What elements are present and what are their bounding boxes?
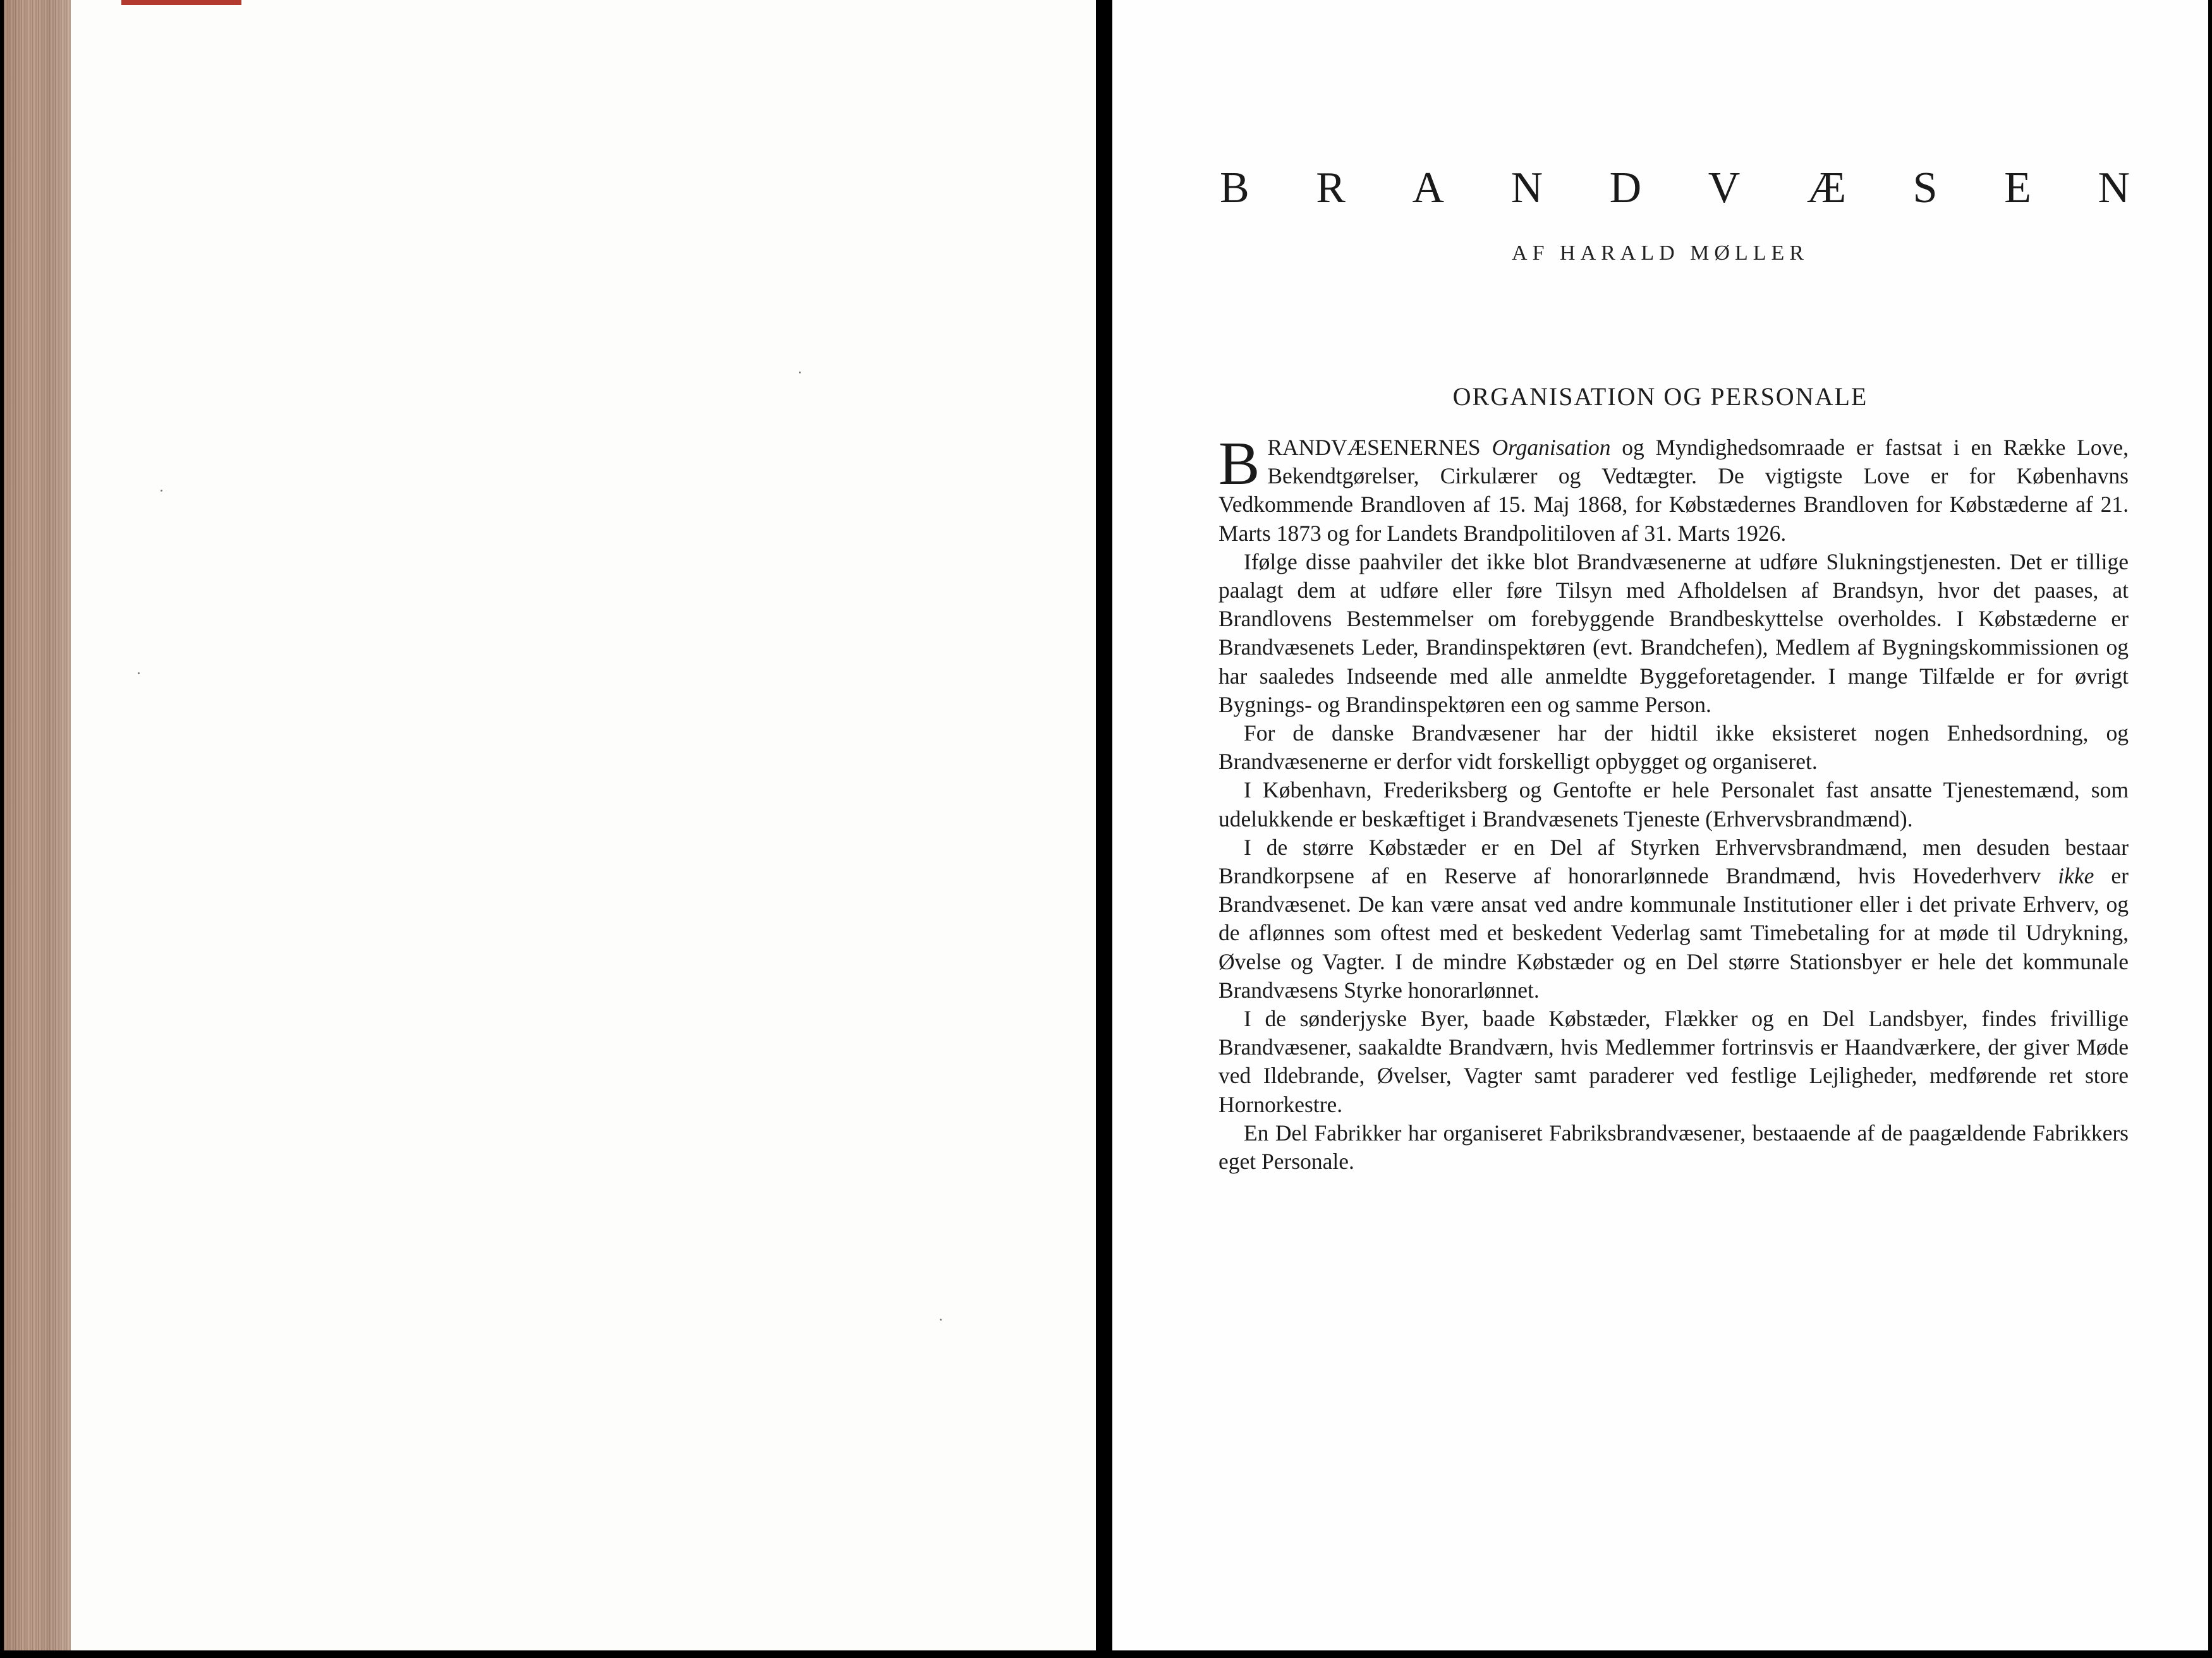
title-letter: D (1609, 164, 1642, 212)
italic-term: ikke (2058, 863, 2094, 889)
speck (161, 490, 162, 492)
body-text (1218, 430, 2129, 1176)
title-letter: V (1708, 164, 1741, 212)
paragraph-1-rest: og Myndighedsomraade er fastsat i en Række Love, Bekendtgørelser, Cirkulærer og Vedtægter. De vigtigste Love er for Københavns Vedkommende Brandloven af 15. Maj 1868, for Købstædernes Brandloven for Købstæderne af 21. Marts 1873 og for Landets Brandpolitiloven af 31. Marts 1926. (1218, 435, 2129, 546)
lead-caps: RANDVÆSENERNES (1267, 435, 1481, 460)
title-letter: S (1912, 164, 1938, 212)
drop-cap: B (1218, 430, 1260, 498)
author-line: AF HARALD MØLLER (1512, 241, 1809, 265)
paragraph-2: Ifølge disse paahviler det ikke blot Brandvæsenerne at udføre Slukningstjenesten. Det er tillige paalagt dem at udføre eller føre Tilsyn med Afholdelsen af Brandsyn, hvor det paases, at Brandlovens Bestemmelser om forebyggende Brandbeskyttelse overholdes. I Købstæderne er Brandvæsenets Leder, Brandinspektøren (evt. Brandchefen), Medlem af Bygningskommissionen og har saaledes Indseende med alle anmeldte Byggeforetagender. I mange Tilfælde er for øvrigt Bygnings- og Brandinspektøren een og samme Person. (1218, 548, 2129, 717)
speck (138, 672, 140, 674)
title-letter: B (1220, 164, 1249, 212)
section-heading: ORGANISATION OG PERSONALE (1452, 382, 1868, 411)
title-letter: Æ (1806, 164, 1847, 212)
title-letter: N (2098, 164, 2130, 212)
speck (799, 372, 801, 373)
paragraph-7: En Del Fabrikker har organiseret Fabriksbrandvæsener, bestaaende af de paagældende Fabrikkers eget Personale. (1218, 1120, 2129, 1175)
title-letter: A (1412, 164, 1445, 212)
book-spine (4, 0, 71, 1650)
paragraph-6: I de sønderjyske Byer, baade Købstæder, Flækker og en Del Landsbyer, findes frivillige Brandvæsener, saakaldte Brandværn, hvis Medlemmer fortrinsvis er Haandværkere, der giver Møde ved Ildebrande, Øvelser, Vagter samt paraderer ved festlige Lejligheder, medførende ret store Hornorkestre. (1218, 1006, 2129, 1117)
paragraph-3: For de danske Brandvæsener har der hidtil ikke eksisteret nogen Enhedsordning, og Brandvæsenerne er derfor vidt forskelligt opbygget og organiseret. (1218, 720, 2129, 775)
paragraph-5-after: er Brandvæsenet. De kan være ansat ved andre kommunale Institutioner eller i det private Erhverv, og de aflønnes som oftest med et beskedent Vederlag samt Timebetaling for at møde til Udrykning, Øvelse og Vagter. I de mindre Købstæder og en Del større Stationsbyer er hele det kommunale Brandvæsens Styrke honorarlønnet. (1218, 863, 2129, 1003)
paragraph-1 (1218, 430, 2129, 548)
speck (940, 1319, 942, 1321)
page-gutter (1096, 0, 1112, 1658)
red-mark (121, 0, 241, 5)
paragraph-5 (1218, 833, 2129, 1005)
title-letter: R (1316, 164, 1346, 212)
italic-term: Organisation (1492, 435, 1611, 460)
chapter-title (1220, 163, 2130, 214)
right-page (1112, 0, 2208, 1650)
title-letter: N (1510, 164, 1543, 212)
left-page-blank (71, 0, 1096, 1650)
title-letter: E (2004, 164, 2031, 212)
paragraph-5-before: I de større Købstæder er en Del af Styrken Erhvervsbrandmænd, men desuden bestaar Brandkorpsene af en Reserve af honorarlønnede Brandmænd, hvis Hovederhverv (1218, 834, 2129, 889)
paragraph-4: I København, Frederiksberg og Gentofte er hele Personalet fast ansatte Tjenestemænd, som udelukkende er beskæftiget i Brandvæsenets Tjeneste (Erhvervsbrandmænd). (1218, 777, 2129, 832)
